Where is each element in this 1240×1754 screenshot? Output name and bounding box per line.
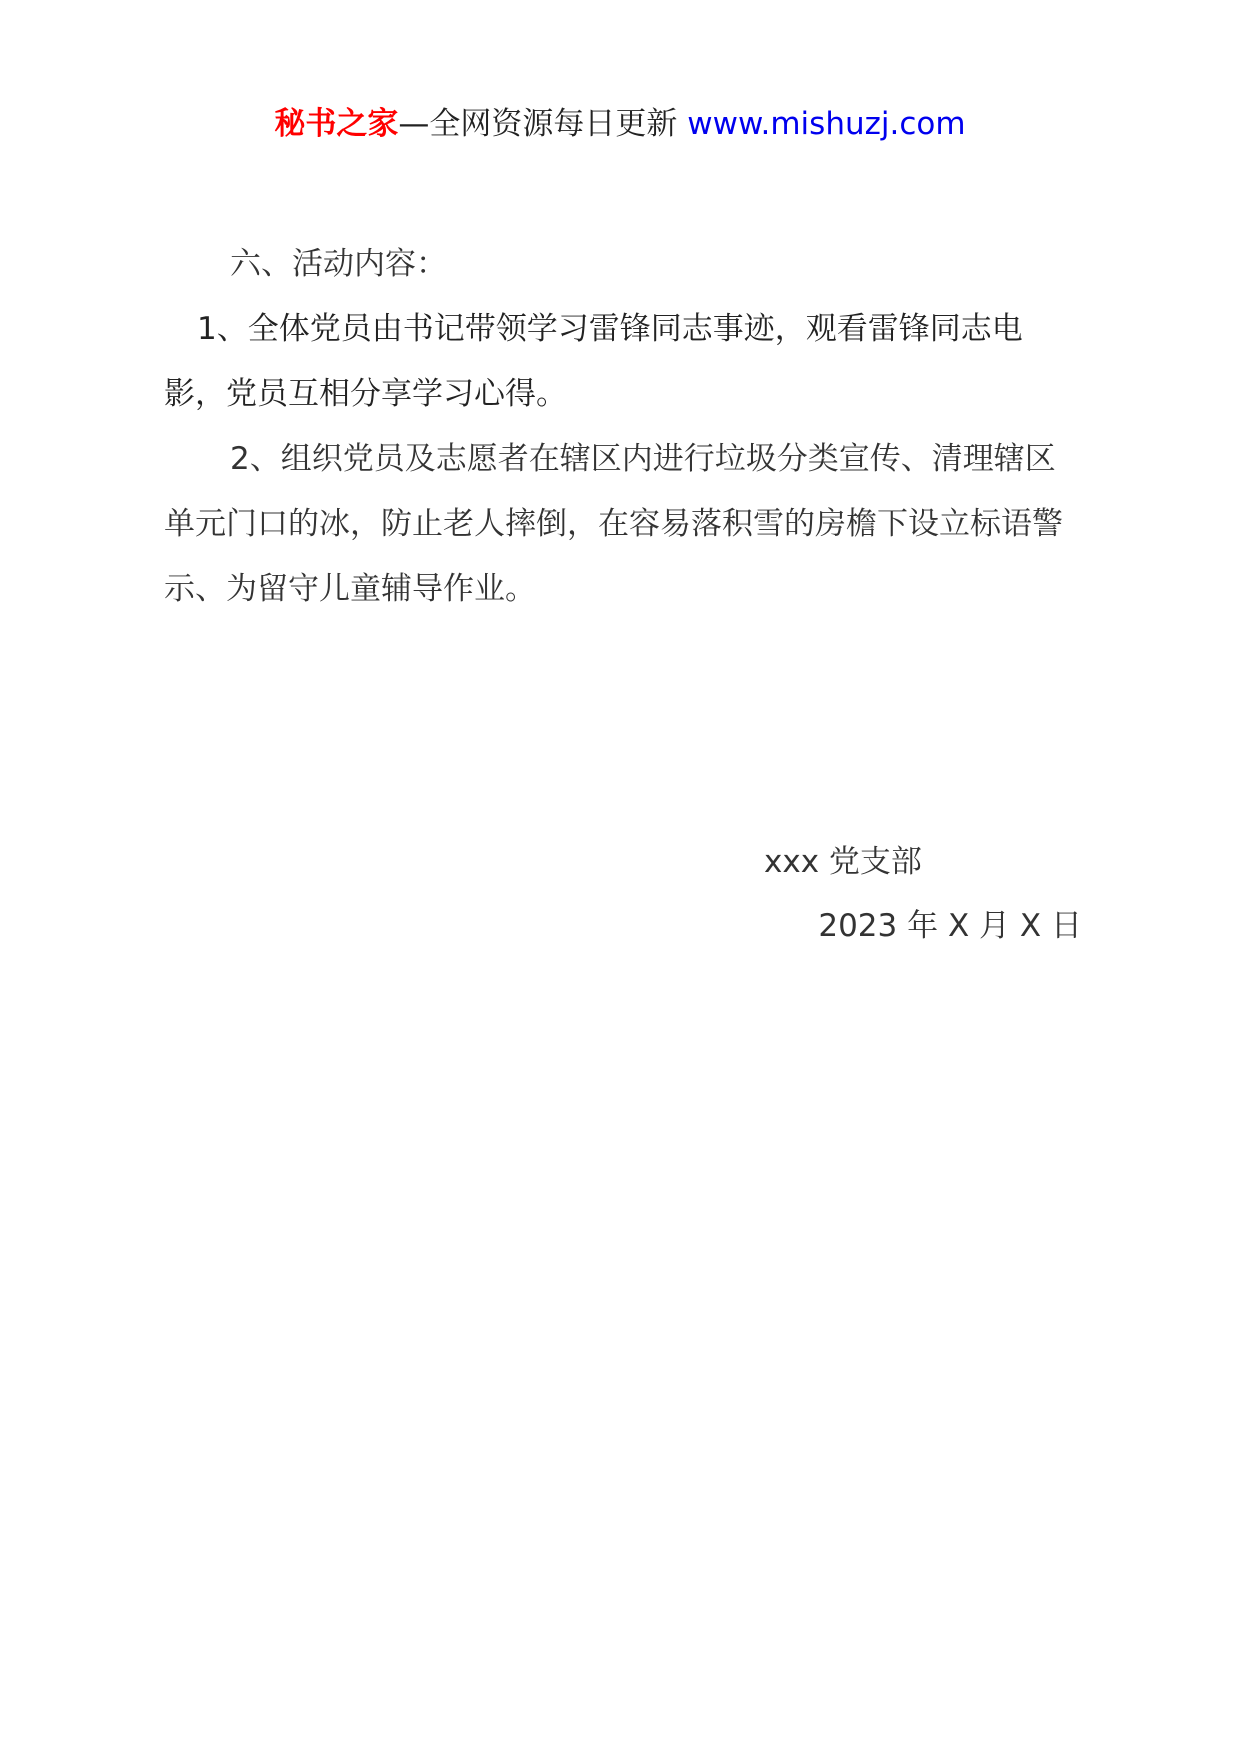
- header-slogan: —全网资源每日更新: [398, 106, 678, 142]
- signature-date: 2023 年 X 月 X 日: [818, 908, 1082, 944]
- page-header: [0, 100, 1240, 148]
- brand-name: 秘书之家: [274, 106, 399, 142]
- signature-organization: xxx 党支部: [764, 844, 922, 880]
- activity-item-1: 1、全体党员由书记带领学习雷锋同志事迹，观看雷锋同志电影，党员互相分享学习心得。: [164, 311, 1023, 412]
- section-heading: 六、活动内容：: [230, 246, 447, 282]
- document-body: [164, 232, 1084, 622]
- activity-item-2: 2、组织党员及志愿者在辖区内进行垃圾分类宣传、清理辖区单元门口的冰，防止老人摔倒，在容易落积雪的房檐下设立标语警示、为留守儿童辅导作业。: [164, 441, 1063, 607]
- website-link[interactable]: www.mishuzj.com: [687, 106, 966, 142]
